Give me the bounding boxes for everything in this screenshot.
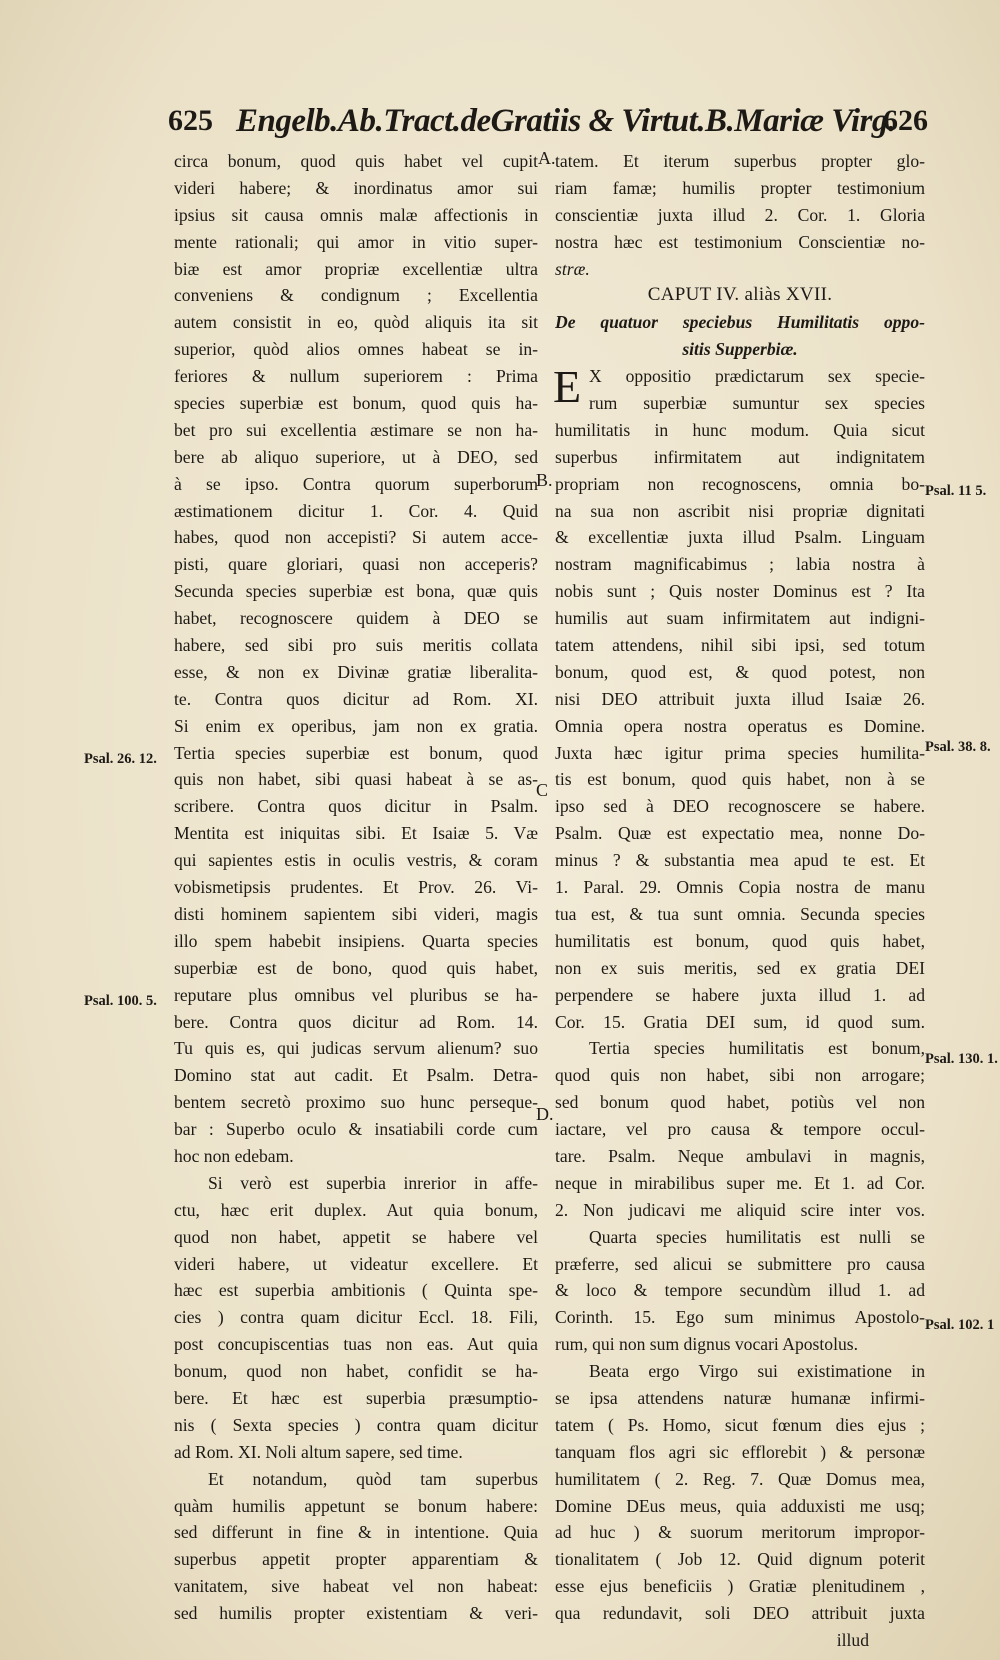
text-line: tatem ( Ps. Homo, sicut fœnum dies ejus ; <box>555 1414 925 1435</box>
text-line: Mentita est iniquitas sibi. Et Isaiæ 5. Væ <box>174 823 538 844</box>
text-line: & loco & tempore secundùm illud 1. ad <box>555 1280 925 1301</box>
section-letter-a: A. <box>538 148 556 168</box>
text-line: pisti, quare gloriari, quasi non acceperis? <box>174 554 538 575</box>
text-line: humilis aut suam infirmitatem aut indigni- <box>555 608 925 629</box>
text-line: Corinth. 15. Ego sum minimus Apostolo- <box>555 1307 925 1328</box>
text-line: 2. Non judicavi me aliquid scire inter vos. <box>555 1199 925 1220</box>
page-number-right: 626 <box>883 104 928 137</box>
text-line: Tertia species superbiæ est bonum, quod <box>174 742 538 763</box>
text-line: qui sapientes estis in oculis vestris, & coram <box>174 850 538 871</box>
text-line: habet, recognoscere quidem à DEO se <box>174 608 538 629</box>
text-line: bar : Superbo oculo & insatiabili corde cum <box>174 1119 538 1140</box>
text-line: na sua non ascribit nisi propriæ dignitati <box>555 500 925 521</box>
running-title: Engelb.Ab.Tract.deGratiis & Virtut.B.Mariæ Virg. <box>236 103 896 139</box>
text-line: feriores & nullum superiorem : Prima <box>174 366 538 387</box>
text-line: reputare plus omnibus vel pluribus se ha- <box>174 984 538 1005</box>
text-line: hæc est superbia ambitionis ( Quinta spe- <box>174 1280 538 1301</box>
text-line: stræ. <box>555 258 590 279</box>
text-line: cies ) contra quam dicitur Eccl. 18. Fili, <box>174 1307 538 1328</box>
margin-note-psal-26: Psal. 26. 12. <box>84 751 157 767</box>
text-line: circa bonum, quod quis habet vel cupit <box>174 151 538 171</box>
text-line: species superbiæ est bonum, quod quis ha- <box>174 393 538 414</box>
text-line: tua est, & tua sunt omnia. Secunda species <box>555 903 925 924</box>
text-line: tionalitatem ( Job 12. Quid dignum poterit <box>555 1549 925 1570</box>
text-line: neque in mirabilibus super me. Et 1. ad Cor. <box>555 1172 925 1193</box>
text-line: Quarta species humilitatis est nulli se <box>589 1226 925 1247</box>
text-line: bonum, quod non habet, confidit se ha- <box>174 1361 538 1382</box>
text-line: superbus appetit propter apparentiam & <box>174 1549 538 1570</box>
text-line: superior, quòd alios omnes habeat se in- <box>174 339 538 360</box>
text-line: vobismetipsis prudentes. Et Prov. 26. Vi- <box>174 877 538 898</box>
text-line: videri habere; & inordinatus amor sui <box>174 177 538 198</box>
text-line: superbus infirmitatem aut indignitatem <box>555 446 925 467</box>
text-line: bentem secretò proximo suo hunc perseque- <box>174 1092 538 1113</box>
text-line: Juxta hæc igitur prima species humilita- <box>555 742 925 763</box>
text-line: rum, qui non sum dignus vocari Apostolus. <box>555 1334 859 1355</box>
section-letter-d: D. <box>536 1104 554 1124</box>
text-line: Secunda species superbiæ est bona, quæ quis <box>174 581 538 602</box>
text-line: habes, quod non accepisti? Si autem acce- <box>174 527 538 548</box>
text-line: bet pro sui excellentia æstimare se non ha- <box>174 419 538 440</box>
text-line: non ex suis meritis, sed ex gratia DEI <box>555 957 925 978</box>
text-line: & excellentiæ juxta illud Psalm. Linguam <box>555 527 925 548</box>
text-line: ad huc ) & suorum meritorum impropor- <box>555 1522 925 1543</box>
text-line: bere. Contra quos dicitur ad Rom. 14. <box>174 1011 538 1032</box>
text-line: Et notandum, quòd tam superbus <box>208 1468 538 1489</box>
text-line: nostra hæc est testimonium Conscientiæ no- <box>555 231 925 252</box>
left-column <box>174 148 538 1627</box>
text-line: bonum, quod est, & quod potest, non <box>555 661 925 682</box>
text-line: Si enim ex operibus, jam non ex gratia. <box>174 715 538 736</box>
text-line: æstimationem dicitur 1. Cor. 4. Quid <box>174 500 538 521</box>
text-line: bere. Et hæc est superbia præsumptio- <box>174 1387 538 1408</box>
section-letter-b: B. <box>536 470 553 490</box>
text-line: scribere. Contra quos dicitur in Psalm. <box>174 796 538 817</box>
text-line: Psalm. Quæ est expectatio mea, nonne Do- <box>555 823 925 844</box>
text-line: sed differunt in fine & in intentione. Quia <box>174 1522 538 1543</box>
text-line: X oppositio prædictarum sex specie- <box>589 366 925 387</box>
running-header <box>168 96 928 146</box>
text-line: tatem. Et iterum superbus propter glo- <box>555 151 925 171</box>
text-line: humilitatis in hunc modum. Quia sicut <box>555 419 925 440</box>
text-line: esse, & non ex Divinæ gratiæ liberalita- <box>174 661 538 682</box>
text-line: habere, sed sibi pro suis meritis collata <box>174 635 538 656</box>
margin-note-psal-11: Psal. 11 5. <box>925 483 987 499</box>
text-line: ipsius sit causa omnis malæ affectionis in <box>174 204 538 225</box>
text-line: hoc non edebam. <box>174 1145 294 1166</box>
margin-note-psal-130: Psal. 130. 1. <box>925 1051 998 1067</box>
text-line: CAPUT IV. aliàs XVII. <box>647 284 833 306</box>
text-line: post concupiscentias tuas non eas. Aut quia <box>174 1334 538 1355</box>
text-line: sitis Supperbiæ. <box>682 339 798 360</box>
text-line: quis non habet, sibi quasi habeat à se as- <box>174 769 538 790</box>
text-line: iactare, vel pro causa & tempore occul- <box>555 1119 925 1140</box>
text-line: Domino stat aut cadit. Et Psalm. Detra- <box>174 1065 538 1086</box>
text-line: minus ? & substantia mea apud te est. Et <box>555 850 925 871</box>
text-line: tis est bonum, quod quis habet, non à se <box>555 769 925 790</box>
text-line: Domine DEus meus, quia adduxisti me usq; <box>555 1495 925 1516</box>
page-number-left: 625 <box>168 104 213 137</box>
drop-cap-letter: E <box>553 361 582 413</box>
text-line: nostram magnificabimus ; labia nostra à <box>555 554 925 575</box>
text-line: 1. Paral. 29. Omnis Copia nostra de manu <box>555 877 925 898</box>
text-line: humilitatem ( 2. Reg. 7. Quæ Domus mea, <box>555 1468 925 1489</box>
text-line: Cor. 15. Gratia DEI sum, id quod sum. <box>555 1011 925 1032</box>
text-line: nis ( Sexta species ) contra quam dicitur <box>174 1414 538 1435</box>
text-line: sed humilis propter existentiam & veri- <box>174 1603 538 1624</box>
text-line: superbiæ est de bono, quod quis habet, <box>174 957 538 978</box>
text-line: Tu quis es, qui judicas servum alienum? suo <box>174 1038 538 1059</box>
text-line: Si verò est superbia inrerior in affe- <box>208 1172 538 1193</box>
text-line: esse ejus beneficiis ) Gratiæ plenitudinem , <box>555 1576 925 1597</box>
text-line: qua redundavit, soli DEO attribuit juxta <box>555 1603 925 1624</box>
text-line: tanquam flos agri sic efflorebit ) & personæ <box>555 1441 925 1462</box>
text-line: nisi DEO attribuit juxta illud Isaiæ 26. <box>555 688 925 709</box>
section-letter-c: C <box>536 780 549 800</box>
text-line: disti hominem sapientem sibi videri, magis <box>174 903 538 924</box>
text-line: propriam non recognoscens, omnia bo- <box>555 473 925 494</box>
text-line: autem consistit in eo, quòd aliquis ita sit <box>174 312 538 333</box>
margin-note-psal-102: Psal. 102. 1 <box>925 1317 995 1333</box>
text-line: rum superbiæ sumuntur sex species <box>589 393 925 414</box>
text-line: præferre, sed alicui se submittere pro causa <box>555 1253 925 1274</box>
text-line: à se ipso. Contra quorum superborum <box>174 473 538 494</box>
text-line: sed bonum quod habet, potiùs vel non <box>555 1092 925 1113</box>
text-line: illo spem habebit insipiens. Quarta species <box>174 930 538 951</box>
text-line: quod non habet, appetit se habere vel <box>174 1226 538 1247</box>
text-line: conscientiæ juxta illud 2. Cor. 1. Gloria <box>555 204 925 225</box>
text-line: ad Rom. XI. Noli altum sapere, sed time. <box>174 1441 463 1462</box>
text-line: humilitatis est bonum, quod quis habet, <box>555 930 925 951</box>
text-line: mente rationali; qui amor in vitio super- <box>174 231 538 252</box>
text-line: illud <box>836 1629 869 1650</box>
text-line: se ipsa attendens naturæ humanæ infirmi- <box>555 1387 925 1408</box>
text-line: videri habere, ut videatur excellere. Et <box>174 1253 538 1274</box>
margin-note-psal-38: Psal. 38. 8. <box>925 739 991 755</box>
text-line: tatem attendens, nihil sibi ipsi, sed totum <box>555 635 925 656</box>
text-line: quod quis non habet, sibi non arrogare; <box>555 1065 925 1086</box>
margin-note-psal-100: Psal. 100. 5. <box>84 993 157 1009</box>
text-line: quàm humilis appetunt se bonum habere: <box>174 1495 538 1516</box>
text-line: De quatuor speciebus Humilitatis oppo- <box>555 312 925 333</box>
right-column <box>555 148 925 1654</box>
text-line: ipso sed à DEO recognoscere se habere. <box>555 796 925 817</box>
text-line: Omnia opera nostra operatus es Domine. <box>555 715 925 736</box>
text-line: vanitatem, sive habeat vel non habeat: <box>174 1576 538 1597</box>
text-line: perpendere se habere juxta illud 1. ad <box>555 984 925 1005</box>
text-line: biæ est amor propriæ excellentiæ ultra <box>174 258 538 279</box>
text-line: riam famæ; humilis propter testimonium <box>555 177 925 198</box>
text-line: te. Contra quos dicitur ad Rom. XI. <box>174 688 538 709</box>
text-line: Tertia species humilitatis est bonum, <box>589 1038 925 1059</box>
text-line: ctu, hæc erit duplex. Aut quia bonum, <box>174 1199 538 1220</box>
text-line: conveniens & condignum ; Excellentia <box>174 285 538 306</box>
text-line: bere ab aliquo superiore, ut à DEO, sed <box>174 446 538 467</box>
text-line: nobis sunt ; Quis noster Dominus est ? Ita <box>555 581 925 602</box>
text-line: Beata ergo Virgo sui existimatione in <box>589 1361 925 1382</box>
text-line: tare. Psalm. Neque ambulavi in magnis, <box>555 1145 925 1166</box>
